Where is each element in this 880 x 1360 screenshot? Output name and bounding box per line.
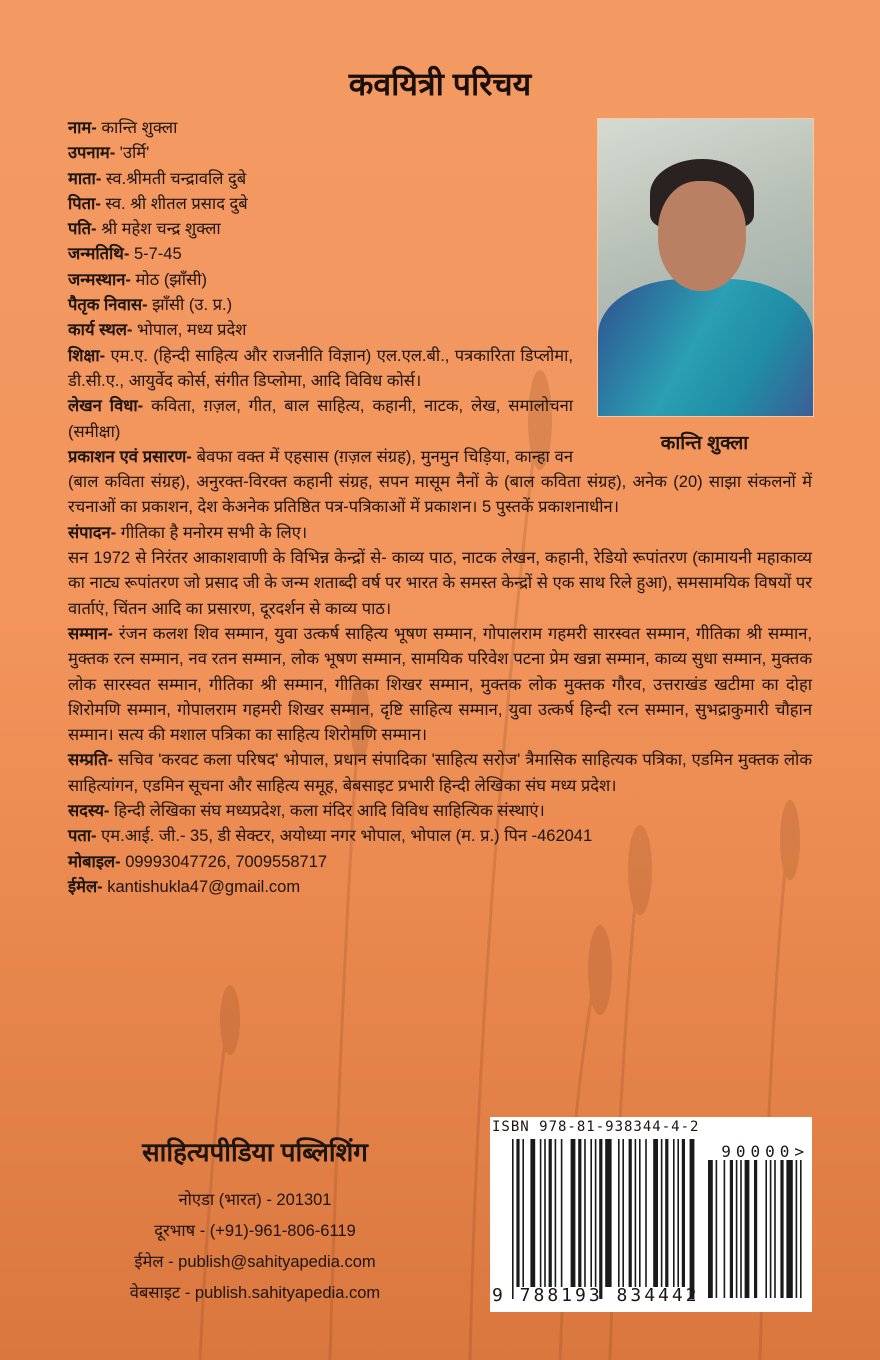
price-code: 90000> [721, 1142, 809, 1161]
barcode-bar [555, 1139, 557, 1287]
barcode-bar [786, 1160, 792, 1298]
bio-item [68, 799, 812, 824]
publisher-name: साहित्यपीडिया पब्लिशिंग [142, 1137, 368, 1167]
bio-item-text: स्व. श्री शीतल प्रसाद दुबे [100, 194, 248, 213]
bio-item-text: श्री महेश चन्द्र शुक्ला [96, 220, 221, 239]
publisher-phone: दूरभाष - (+91)-961-806-6119 [154, 1222, 356, 1240]
barcode-bar [690, 1139, 695, 1299]
bio-item-text: गीतिका है मनोरम सभी के लिए। [116, 523, 308, 542]
barcode-bar [665, 1139, 668, 1287]
author-photo-block [597, 118, 812, 456]
bio-item [68, 824, 812, 849]
photo-caption: कान्ति शुक्ला [660, 433, 749, 454]
bio-item-label: शिक्षा- [68, 346, 106, 365]
barcode-bar [796, 1160, 798, 1298]
publisher-website: वेबसाइट - publish.sahityapedia.com [129, 1284, 381, 1302]
bio-item-text: बेवफा वक्त में एहसास (ग़ज़ल संग्रह), मुनमुन चिड़िया, कान्हा वन (बाल कविता संग्रह), अनुरक्त-विरक्त कहानी संग्रह, सपन मासूम नैनों के (बाल कविता संग्रह), अनेक (20) साझा संकलनों में रचनाओं का प्रकाशन, देश केअनेक प्रतिष्ठित पत्र-पत्रिकाओं में प्रकाशन। 5 पुस्तकें प्रकाशनाधीन। [68, 447, 812, 517]
bio-item-label: जन्मस्थान- [68, 270, 131, 289]
bio-item [68, 875, 812, 900]
barcode-bar [590, 1139, 592, 1287]
barcode-bar [622, 1139, 624, 1287]
bio-item-text: 'उर्मि' [115, 144, 150, 163]
barcode-bar [605, 1139, 611, 1287]
bio-item-label: लेखन विधा- [68, 397, 144, 416]
barcode-bar [745, 1160, 750, 1298]
barcode-bar [639, 1139, 641, 1287]
barcode-bar [645, 1139, 647, 1287]
barcode-bar [618, 1139, 620, 1287]
bio-item-label: माता- [68, 169, 102, 188]
bio-item-label: संपादन- [68, 523, 117, 542]
barcode-bar [754, 1160, 757, 1298]
bio-item-text: एम.ए. (हिन्दी साहित्य और राजनीति विज्ञान) एल.एल.बी., पत्रकारिता डिप्लोमा, डी.सी.ए., आयुर्वेद कोर्स, संगीत डिप्लोमा, आदि विविध कोर्स। [68, 346, 573, 390]
barcode-bar [765, 1160, 767, 1298]
bio-item [68, 850, 812, 875]
barcode-bar [716, 1160, 718, 1298]
barcode-bar [544, 1139, 546, 1287]
bio-item [68, 622, 812, 748]
barcode-bar [730, 1160, 733, 1298]
bio-item-label: कार्य स्थल- [68, 321, 133, 340]
barcode-bar [800, 1160, 802, 1298]
barcode-bar [522, 1139, 524, 1287]
bio-item-label: जन्मतिथि- [68, 245, 130, 264]
bio-item-text: सचिव 'करवट कला परिषद' भोपाल, प्रधान संपादिका 'साहित्य सरोज' त्रैमासिक साहित्यक पत्रिका, एडमिन मुक्तक लोक साहित्यांगन, एडमिन सूचना और साहित्य समूह, बेबसाइट प्रभारी हिन्दी लेखिका संघ मध्य प्रदेश। [68, 751, 812, 795]
publisher-block [90, 1133, 420, 1309]
barcode-bar [512, 1139, 514, 1299]
barcode-bar [530, 1139, 535, 1287]
bio-item-text: कान्ति शुक्ला [96, 119, 178, 137]
bio-item-text: kantishukla47@gmail.com [102, 877, 301, 896]
biography-section [68, 116, 812, 900]
barcode-bar [682, 1139, 685, 1287]
bio-item-label: पैतृक निवास- [68, 296, 148, 315]
barcode-bar [571, 1139, 576, 1287]
barcode-bar [516, 1139, 519, 1287]
bio-item-text: हिन्दी लेखिका संघ मध्यप्रदेश, कला मंदिर आदि विविध साहित्यिक संस्थाएं। [109, 802, 545, 821]
bio-item [68, 546, 812, 622]
bio-item-text: कविता, ग़ज़ल, गीत, बाल साहित्य, कहानी, नाटक, लेख, समालोचना (समीक्षा) [68, 397, 573, 441]
bio-item-text: सन 1972 से निरंतर आकाशवाणी के विभिन्न केन्द्रों से- काव्य पाठ, नाटक लेखन, कहानी, रेडियो रूपांतरण (कामायनी महाकाव्य का नाट्य रूपांतरण जो प्रसाद जी के जन्म शताब्दी वर्ष पर भारत के समस्त केन्द्रों से एक साथ रिले हुआ), समसामयिक विषयों पर वार्ताएं, चिंतन आदि का प्रसारण, दूरदर्शन से काव्य पाठ। [68, 549, 812, 618]
barcode-bar [653, 1139, 658, 1287]
bio-item-label: मोबाइल- [68, 852, 121, 871]
barcode-bar [540, 1139, 542, 1287]
bio-item-label: उपनाम- [68, 144, 116, 163]
bio-item-label: सम्मान- [68, 624, 113, 643]
barcode-bar [584, 1139, 586, 1287]
barcode-bar [599, 1139, 602, 1299]
bio-item-text: मोठ (झाँसी) [130, 270, 207, 289]
bio-item-text: एम.आई. जी.- 35, डी सेक्टर, अयोध्या नगर भोपाल, भोपाल (म. प्र.) पिन -462041 [96, 827, 593, 846]
page-title: कवयित्री परिचय [348, 66, 532, 102]
bio-item [68, 748, 812, 799]
bio-item-text: 09993047726, 7009558717 [120, 852, 328, 871]
barcode-bar [673, 1139, 675, 1287]
barcode-bar [724, 1160, 726, 1298]
isbn-number: ISBN 978-81-938344-4-2 [492, 1119, 700, 1135]
bio-item-text: 5-7-45 [129, 245, 182, 264]
barcode-bar [561, 1139, 563, 1287]
barcode-bar [780, 1160, 783, 1298]
publisher-address: नोएडा (भारत) - 201301 [178, 1191, 332, 1209]
bio-item-label: पता- [68, 827, 97, 846]
bio-item-label: सदस्य- [68, 802, 110, 821]
bio-item-text: झाँसी (उ. प्र.) [147, 296, 233, 315]
author-photo [597, 118, 814, 417]
publisher-email: ईमेल - publish@sahityapedia.com [134, 1253, 376, 1271]
isbn-barcode [490, 1117, 812, 1312]
bio-item-label: पिता- [68, 194, 101, 213]
bio-item-text: स्व.श्रीमती चन्द्रावलि दुबे [101, 169, 247, 188]
barcode-bar [629, 1139, 632, 1287]
barcode-bar [677, 1139, 679, 1287]
bio-item-text: भोपाल, मध्य प्रदेश [132, 321, 247, 340]
barcode-bar [736, 1160, 738, 1298]
bio-item-label: सम्प्रति- [68, 751, 113, 770]
barcode-bar [635, 1139, 637, 1287]
ean-number: 9 788193 834442 [492, 1285, 700, 1306]
barcode-bar [770, 1160, 772, 1298]
barcode-bar [740, 1160, 742, 1298]
barcode-bar [549, 1139, 552, 1287]
barcode-bar [661, 1139, 663, 1287]
barcode-bar [774, 1160, 776, 1298]
bio-item-label: पति- [68, 220, 97, 239]
barcode-bar [708, 1160, 713, 1298]
bio-item-label: प्रकाशन एवं प्रसारण- [68, 447, 192, 466]
bio-item [68, 521, 812, 546]
bio-item-label: ईमेल- [68, 877, 103, 896]
bio-item-label: नाम- [68, 119, 97, 137]
barcode-bar [595, 1139, 597, 1287]
bio-item-text: रंजन कलश शिव सम्मान, युवा उत्कर्ष साहित्य भूषण सम्मान, गोपालराम गहमरी सारस्वत सम्मान, गीतिका श्री सम्मान, मुक्तक रत्न सम्मान, नव रतन सम्मान, लोक भूषण सम्मान, सामयिक परिवेश पटना प्रेम खन्ना सम्मान, काव्य सुधा सम्मान, मुक्तक लोक सारस्वत सम्मान, गीतिका श्री सम्मान, गीतिका शिखर सम्मान, मुक्तक लोक मुक्तक गौरव, उत्तराखंड खटीमा का दोहा शिरोमणि सम्मान, गोपालराम गहमरी शिखर सम्मान, दृष्टि साहित्य सम्मान, युवा उत्कर्ष हिन्दी रत्न सम्मान, सुभद्राकुमारी चौहान सम्मान। सत्य की मशाल पत्रिका का साहित्य शिरोमणि सम्मान। [68, 624, 812, 745]
barcode-bar [578, 1139, 581, 1287]
